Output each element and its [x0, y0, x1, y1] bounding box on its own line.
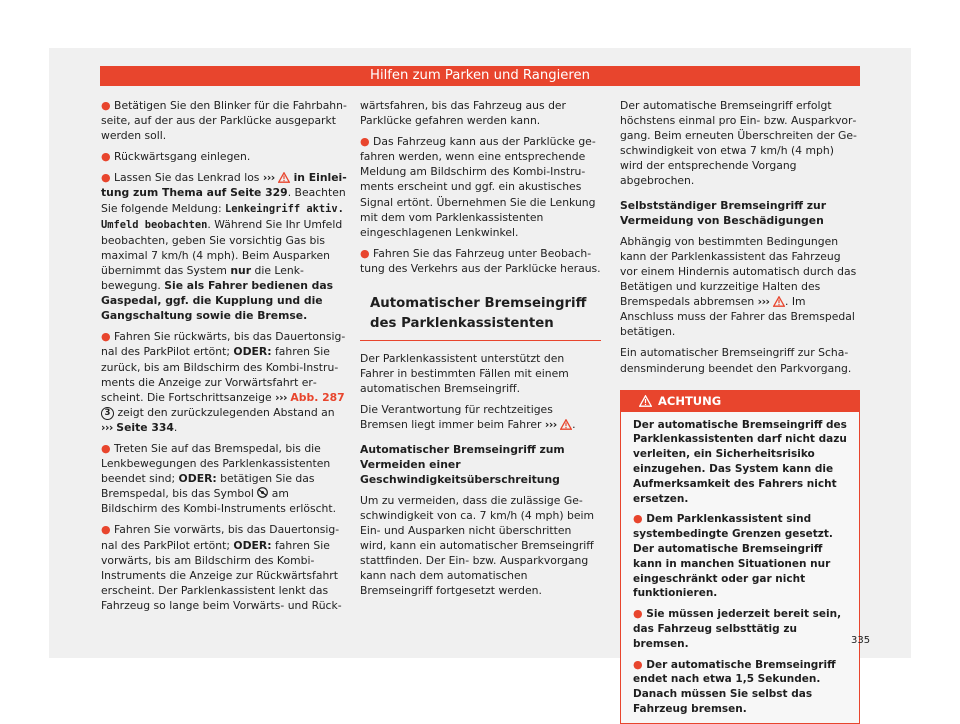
- list-item: ● Treten Sie auf das Bremspedal, bis die Lenkbewegungen des Parklenkassistenten beendet sind; ODER: betätigen Sie das Bremspedal, bis das Symbol am Bildschirm des Kombi-Instruments erlöscht.: [101, 441, 337, 516]
- cross-reference-arrows: ›››: [275, 390, 287, 404]
- figure-link[interactable]: Abb. 287: [290, 390, 345, 404]
- bullet-icon: ●: [101, 171, 111, 185]
- page-title: Hilfen zum Parken und Rangieren: [370, 68, 590, 83]
- bullet-icon: ●: [101, 99, 111, 112]
- subheading: Automatischer Bremseingriff zum Vermeiden einer Geschwindigkeitsüberschreitung: [360, 442, 565, 486]
- warning-list-item: ● Dem Parklenkassistent sind systembedingte Grenzen gesetzt. Der automatische Bremseingriff kann in manchen Situationen nur eingeschränkt oder gar nicht funktionieren.: [633, 512, 833, 600]
- list-item: ● Lassen Sie das Lenkrad los ››› in Einleitung zum Thema auf Seite 329. Beachten Sie folgende Meldung: Lenkeingriff aktiv. Umfeld beobachten. Während Sie Ihr Umfeld beobachten, geben Sie vorsichtig Gas bis maximal 7 km/h (4 mph). Beim Ausparken übernimmt das System nur die Lenkbewegung. Sie als Fahrer bedienen das Gaspedal, ggf. die Kupplung und die Gangschaltung sowie die Bremse.: [101, 171, 347, 323]
- list-item: ● Rückwärtsgang einlegen.: [101, 150, 251, 164]
- list-item: ● Fahren Sie vorwärts, bis das Dauertonsignal des ParkPilot ertönt; ODER: fahren Sie vorwärts, bis am Bildschirm des Kombi-Instruments die Anzeige zur Rückwärtsfahrt erscheint. Der Parklenkassistent lenkt das Fahrzeug so lange beim Vorwärts- und Rück-: [101, 523, 342, 612]
- warning-header: [621, 391, 859, 412]
- bullet-icon: ●: [101, 150, 111, 164]
- paragraph: Der Parklenkassistent unterstützt den Fahrer in bestimmten Fällen mit einem automatischen Bremseingriff.: [360, 352, 569, 396]
- warning-box: [620, 390, 860, 724]
- bullet-icon: ●: [633, 512, 643, 526]
- display-message: Lenkeingriff aktiv. Umfeld beobachten: [101, 202, 344, 231]
- column-2: [360, 98, 601, 598]
- bullet-icon: ●: [101, 523, 111, 537]
- list-item: ● Betätigen Sie den Blinker für die Fahrbahnseite, auf der aus der Parklücke ausgeparkt werden soll.: [101, 99, 347, 143]
- callout-number: 3: [101, 407, 114, 420]
- bullet-icon: ●: [360, 246, 370, 260]
- emphasis-text: Sie als Fahrer bedienen das Gaspedal, ggf. die Kupplung und die Gangschaltung sowie die Bremse.: [101, 279, 334, 323]
- warning-body: [621, 412, 859, 723]
- warning-triangle-icon: [639, 395, 652, 407]
- paragraph: Abhängig von bestimmten Bedingungen kann der Parklenkassistent das Fahrzeug vor einem Hindernis automatisch durch das Betätigen und kurzzeitige Halten des Bremspedals abbremsen ››› . Im Anschluss muss der Fahrer das Bremspedal betätigen.: [620, 234, 857, 339]
- section-heading: Automatischer Bremseingriff des Parklenkassistenten: [360, 294, 601, 341]
- warning-paragraph: Der automatische Bremseingriff des Parklenkassistenten darf nicht dazu verleiten, ein Sicherheitsrisiko einzugehen. Das System kann die Aufmerksamkeit des Fahrers nicht ersetzen.: [633, 418, 847, 505]
- bullet-icon: ●: [101, 441, 111, 455]
- list-item: ● Fahren Sie das Fahrzeug unter Beobachtung des Verkehrs aus der Parklücke heraus.: [360, 246, 601, 275]
- column-1: [101, 98, 347, 613]
- warning-list-item: ● Sie müssen jederzeit bereit sein, das Fahrzeug selbsttätig zu bremsen.: [633, 607, 842, 650]
- page-number: 335: [851, 635, 871, 646]
- bullet-icon: ●: [360, 135, 370, 149]
- list-item: ● Fahren Sie rückwärts, bis das Dauertonsignal des ParkPilot ertönt; ODER: fahren Sie zurück, bis am Bildschirm des Kombi-Instruments die Anzeige zur Vorwärtsfahrt erscheint. Die Fortschrittsanzeige ››› Abb. 287 3 zeigt den zurückzulegenden Abstand an ››› Seite 334.: [101, 330, 346, 434]
- cross-reference-arrows: ›››: [544, 418, 557, 432]
- paragraph: Ein automatischer Bremseingriff zur Schadensminderung beendet den Parkvorgang.: [620, 346, 852, 375]
- subheading: Selbstständiger Bremseingriff zur Vermeidung von Beschädigungen: [620, 198, 827, 227]
- warning-triangle-icon: [560, 419, 572, 430]
- warning-triangle-icon: [773, 296, 785, 307]
- paragraph: Um zu vermeiden, dass die zulässige Geschwindigkeit von ca. 7 km/h (4 mph) beim Ein- und Ausparken nicht überschritten wird, kann ein automatischer Bremseingriff stattfinden. Der Ein- bzw. Ausparkvorgang kann nach dem automatischen Bremseingriff fortgesetzt werden.: [360, 493, 595, 598]
- bullet-icon: ●: [633, 657, 643, 671]
- warning-title: ACHTUNG: [658, 393, 722, 408]
- page-header: [100, 66, 860, 86]
- paragraph: Die Verantwortung für rechtzeitiges Bremsen liegt immer beim Fahrer ››› .: [360, 403, 576, 432]
- warning-list-item: ● Der automatische Bremseingriff endet nach etwa 1,5 Sekunden. Danach müssen Sie selbst das Fahrzeug bremsen.: [633, 657, 836, 715]
- column-3: [620, 98, 860, 724]
- bullet-icon: ●: [101, 330, 111, 344]
- cross-reference-arrows: ›››: [101, 420, 113, 434]
- cross-reference-arrows: ›››: [757, 295, 770, 309]
- parking-assistant-symbol-icon: [257, 487, 268, 498]
- warning-triangle-icon: [278, 172, 290, 183]
- paragraph: Der automatische Bremseingriff erfolgt höchstens einmal pro Ein- bzw. Ausparkvorgang. Beim erneuten Überschreiten der Geschwindigkeit von etwa 7 km/h (4 mph) wird der entsprechende Vorgang abgebrochen.: [620, 99, 857, 188]
- cross-reference-arrows: ›››: [262, 171, 275, 185]
- cross-reference-link[interactable]: in Einleitung zum Thema auf Seite 329: [101, 171, 347, 200]
- bullet-icon: ●: [633, 607, 643, 621]
- page-link[interactable]: Seite 334: [116, 420, 174, 434]
- paragraph: wärtsfahren, bis das Fahrzeug aus der Parklücke gefahren werden kann.: [360, 99, 566, 128]
- list-item: ● Das Fahrzeug kann aus der Parklücke gefahren werden, wenn eine entsprechende Meldung am Bildschirm des Kombi-Instruments erscheint und ggf. ein akustisches Signal ertönt. Übernehmen Sie die Lenkung mit dem vom Parklenkassistenten eingeschlagenen Lenkwinkel.: [360, 135, 596, 239]
